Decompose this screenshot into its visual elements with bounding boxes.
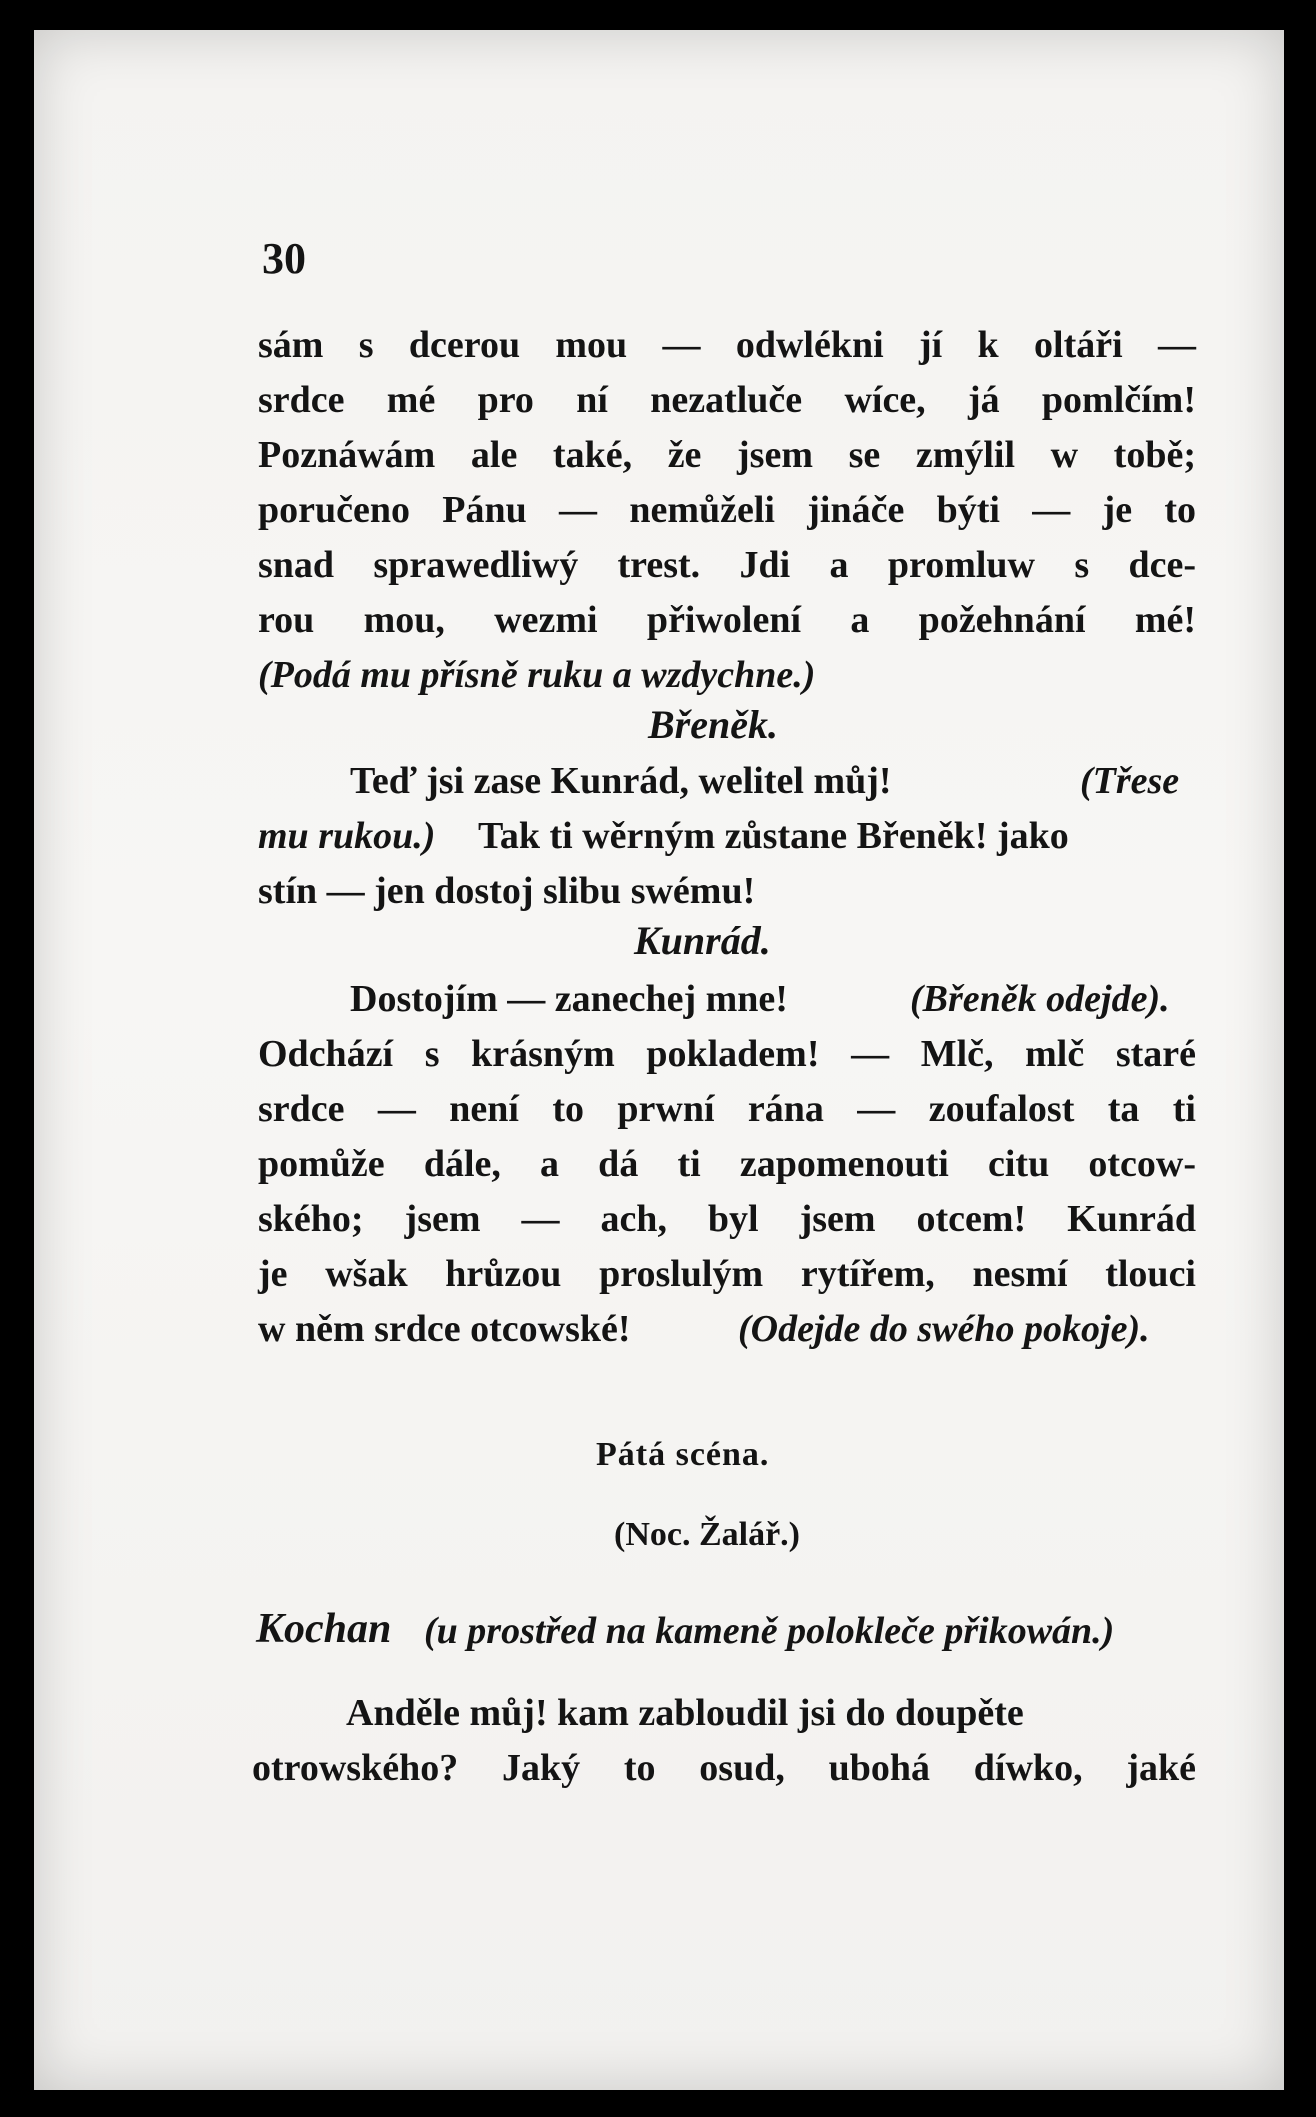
text-line: w něm srdce otcowské! <box>258 1308 631 1350</box>
text-line: Teď jsi zase Kunrád, welitel můj! <box>350 760 892 802</box>
text-line: Odchází s krásným pokladem! — Mlč, mlč staré <box>258 1033 1196 1075</box>
text-line: ského; jsem — ach, byl jsem otcem! Kunrád <box>258 1198 1196 1240</box>
text-line: srdce — není to prwní rána — zoufalost ta ti <box>258 1088 1196 1130</box>
text-line: otrowského? Jaký to osud, ubohá díwko, jaké <box>252 1747 1196 1789</box>
text-line: je wšak hrůzou proslulým rytířem, nesmí tlouci <box>258 1253 1196 1295</box>
stage-direction: (Břeněk odejde). <box>910 978 1170 1020</box>
stage-direction: mu rukou.) <box>258 815 436 857</box>
stage-direction: (Odejde do swého pokoje). <box>738 1308 1150 1350</box>
text-line: Dostojím — zanechej mne! <box>350 978 788 1020</box>
text-line: rou mou, wezmi přiwolení a požehnání mé! <box>258 599 1196 641</box>
text-line: pomůže dále, a dá ti zapomenouti citu otcow- <box>258 1143 1196 1185</box>
stage-direction: (Třese <box>1080 760 1180 802</box>
speaker-name: Kunrád. <box>634 918 771 963</box>
text-line: Poznáwám ale také, že jsem se zmýlil w tobě; <box>258 434 1196 476</box>
speaker-name: Břeněk. <box>648 702 778 747</box>
scene-title: Pátá scéna. <box>596 1436 770 1473</box>
text-line: srdce mé pro ní nezatluče wíce, já pomlčím! <box>258 379 1196 421</box>
text-line: stín — jen dostoj slibu swému! <box>258 870 756 912</box>
stage-direction: (Podá mu přísně ruku a wzdychne.) <box>258 654 816 696</box>
stage-direction: (u prostřed na kameně polokleče přikowán.) <box>424 1610 1115 1652</box>
text-line: Tak ti wěrným zůstane Břeněk! jako <box>478 815 1069 857</box>
page-number: 30 <box>262 234 306 283</box>
text-line: sám s dcerou mou — odwlékni jí k oltáři — <box>258 324 1196 366</box>
scene-setting: (Noc. Žalář.) <box>614 1516 801 1553</box>
speaker-name: Kochan <box>256 1606 392 1652</box>
text-line: poručeno Pánu — nemůželi jináče býti — je to <box>258 489 1196 531</box>
text-line: Anděle můj! kam zabloudil jsi do doupěte <box>346 1692 1024 1734</box>
text-line: snad sprawedliwý trest. Jdi a promluw s dce- <box>258 544 1196 586</box>
